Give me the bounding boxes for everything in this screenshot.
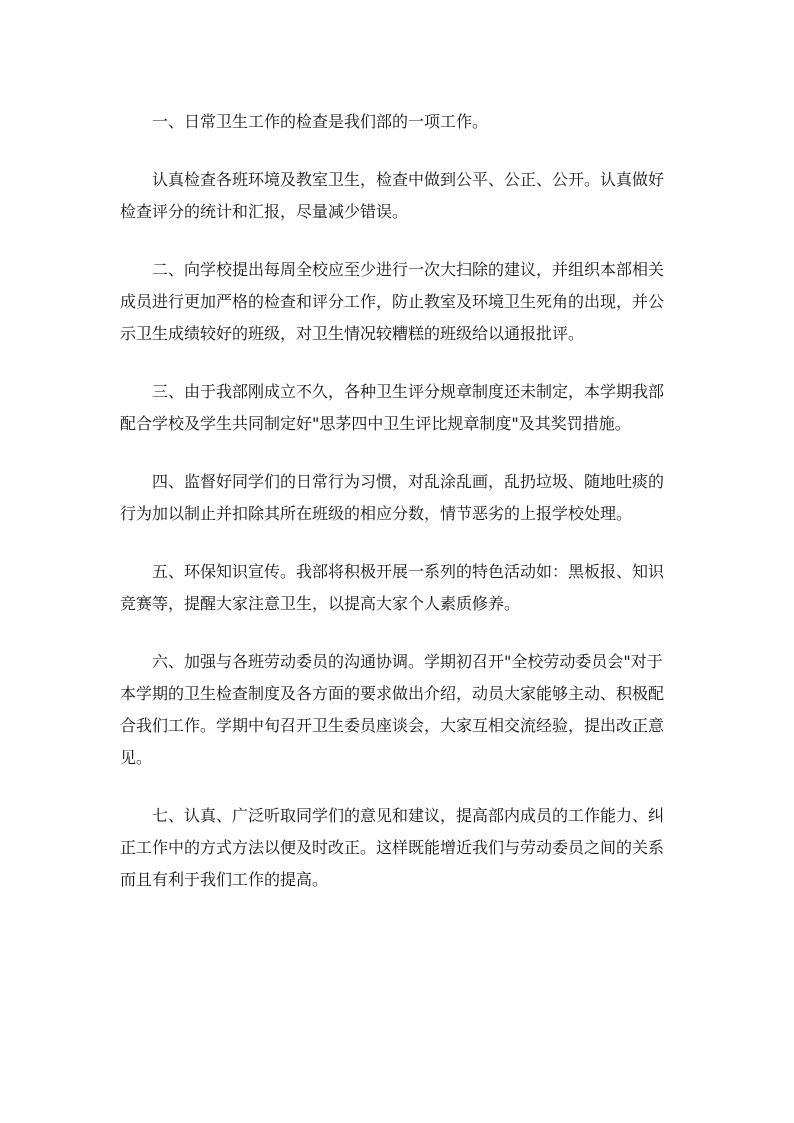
paragraph-8: 七、认真、广泛听取同学们的意见和建议，提高部内成员的工作能力、纠正工作中的方式方法以便及时改正。这样既能增近我们与劳动委员之间的关系而且有利于我们工作的提高。 — [120, 806, 665, 889]
paragraph-2: 认真检查各班环境及教室卫生，检查中做到公平、公正、公开。认真做好检查评分的统计和汇报，尽量减少错误。 — [120, 170, 665, 221]
paragraph-7: 六、加强与各班劳动委员的沟通协调。学期初召开"全校劳动委员会"对于本学期的卫生检查制度及各方面的要求做出介绍，动员大家能够主动、积极配合我们工作。学期中旬召开卫生委员座谈会，大家互相交流经验，提出改正意见。 — [120, 652, 665, 767]
paragraph-1: 一、日常卫生工作的检查是我们部的一项工作。 — [152, 112, 489, 131]
document-body — [120, 106, 665, 922]
paragraph-5: 四、监督好同学们的日常行为习惯，对乱涂乱画，乱扔垃圾、随地吐痰的行为加以制止并扣除其所在班级的相应分数，情节恶劣的上报学校处理。 — [120, 472, 665, 523]
paragraph-4: 三、由于我部刚成立不久，各种卫生评分规章制度还未制定，本学期我部配合学校及学生共同制定好"思茅四中卫生评比规章制度"及其奖罚措施。 — [120, 382, 665, 433]
paragraph-3: 二、向学校提出每周全校应至少进行一次大扫除的建议，并组织本部相关成员进行更加严格的检查和评分工作，防止教室及环境卫生死角的出现，并公示卫生成绩较好的班级，对卫生情况较糟糕的班级给以通报批评。 — [120, 260, 665, 343]
paragraph-6: 五、环保知识宣传。我部将积极开展一系列的特色活动如：黑板报、知识竞赛等，提醒大家注意卫生，以提高大家个人素质修养。 — [120, 562, 665, 613]
